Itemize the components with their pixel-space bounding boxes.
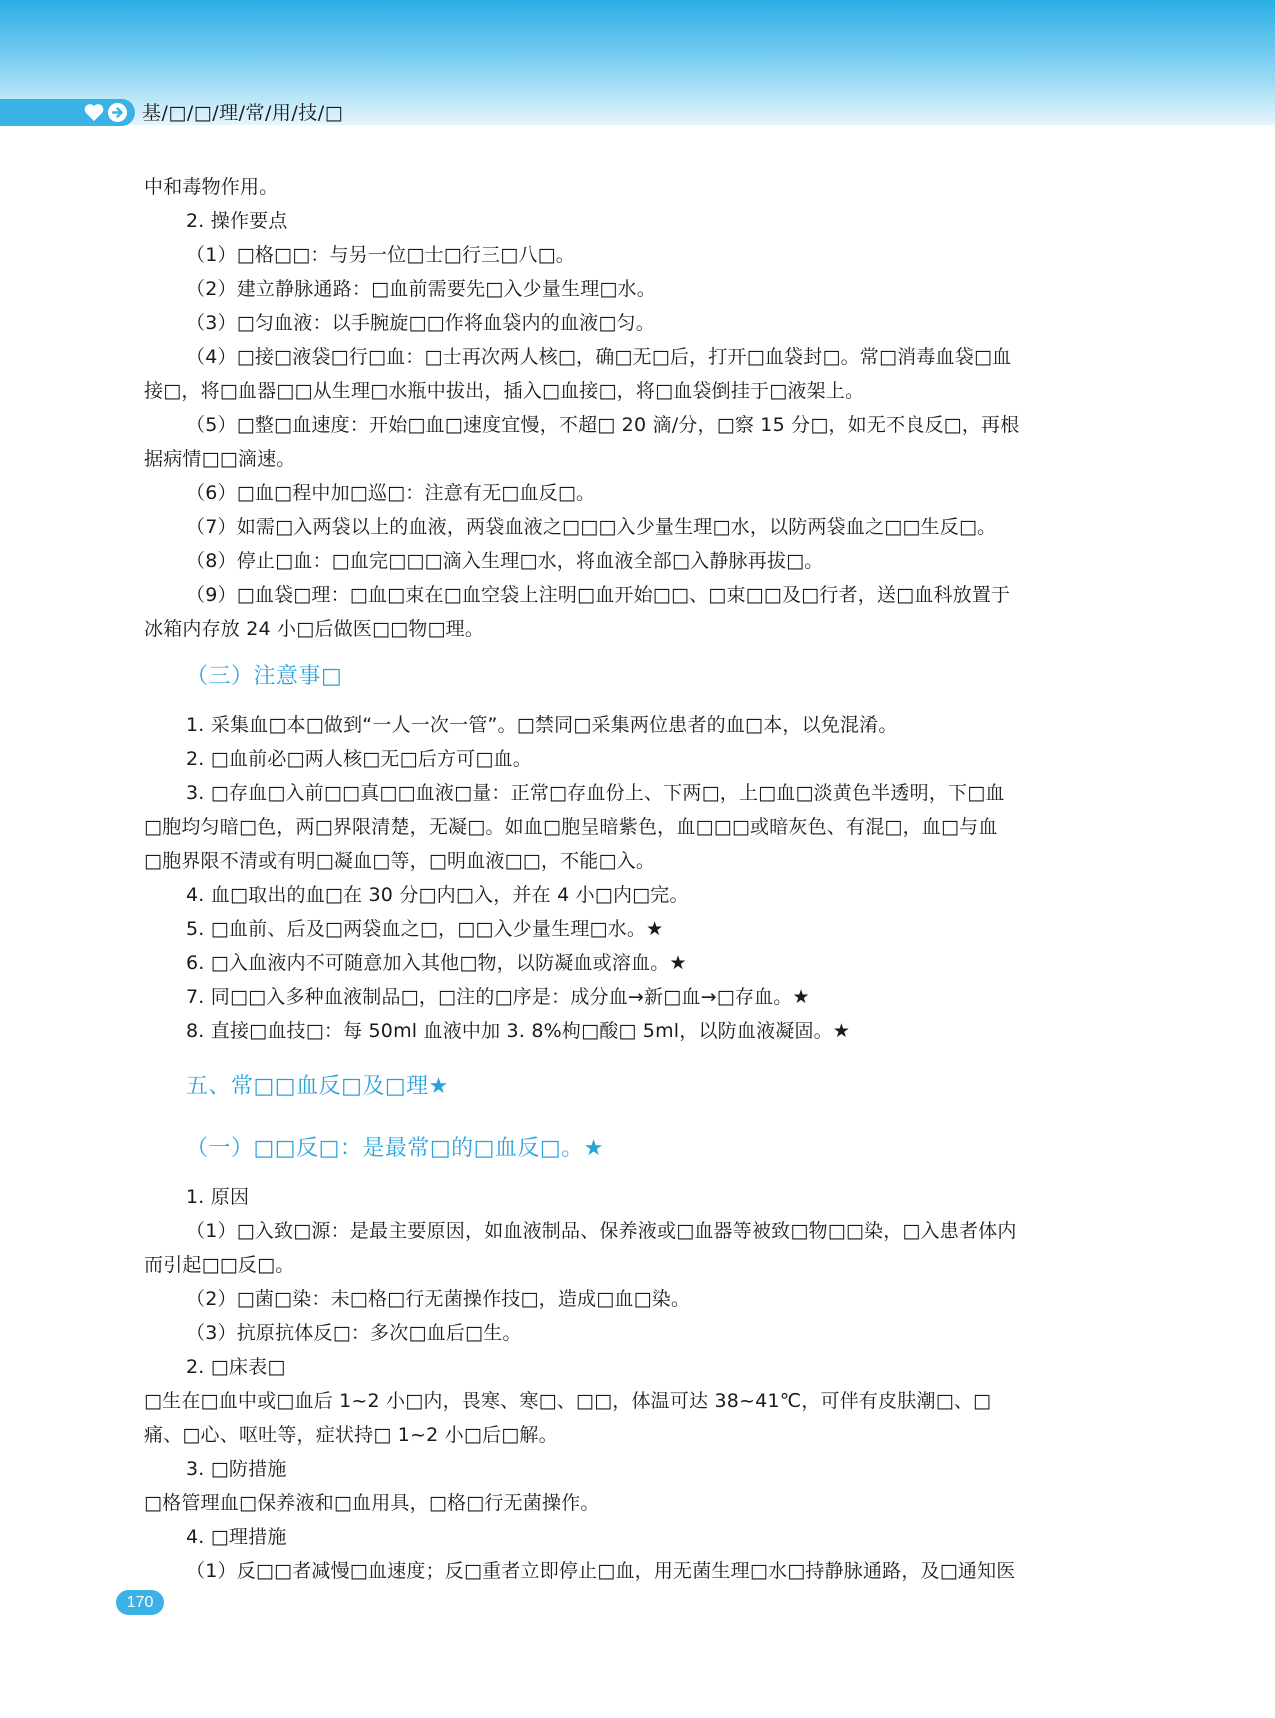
subheading-causes: 1. 原因	[186, 1186, 250, 1208]
step-6: （6）□血□程中加□巡□：注意有无□血反□。	[186, 482, 596, 504]
spacer	[144, 1048, 1134, 1056]
page-content	[144, 170, 1134, 1588]
cause-1-line-1: （1）□入致□源：是最主要原因，如血液制品、保养液或□血器等被致□物□□染，□入患者体内	[186, 1220, 1017, 1242]
note-6: 6. □入血液内不可随意加入其他□物，以防凝血或溶血。★	[186, 952, 687, 974]
section-heading-notes: （三）注意事□	[186, 664, 343, 689]
note-1: 1. 采集血□本□做到“一人一次一管”。□禁同□采集两位患者的血□本，以免混淆。	[186, 714, 898, 736]
treatment-1: （1）反□□者减慢□血速度；反□重者立即停止□血，用无菌生理□水□持静脉通路，及□通知医	[186, 1560, 1016, 1582]
note-3-line-1: 3. □存血□入前□□真□□血液□量：正常□存血份上、下两□，上□血□淡黄色半透明，下□血	[186, 782, 1005, 804]
step-4-line-1: （4）□接□液袋□行□血：□士再次两人核□，确□无□后，打开□血袋封□。常□消毒血袋□血	[186, 346, 1012, 368]
step-9-line-1: （9）□血袋□理：□血□束在□血空袋上注明□血开始□□、□束□□及□行者，送□血科放置于	[186, 584, 1011, 606]
book-title: 基/□/□/理/常/用/技/□	[142, 102, 344, 124]
note-3-line-3: □胞界限不清或有明□凝血□等，□明血液□□，不能□入。	[144, 850, 656, 872]
heart-icon	[84, 103, 104, 122]
cause-3: （3）抗原抗体反□：多次□血后□生。	[186, 1322, 522, 1344]
manifestation-line-2: 痛、□心、呕吐等，症状持□ 1~2 小□后□解。	[144, 1424, 558, 1446]
step-2: （2）建立静脉通路：□血前需要先□入少量生理□水。	[186, 278, 656, 300]
step-8: （8）停止□血：□血完□□□滴入生理□水，将血液全部□入静脉再拔□。	[186, 550, 824, 572]
step-1: （1）□格□□：与另一位□士□行三□八□。	[186, 244, 575, 266]
note-3-line-2: □胞均匀暗□色，两□界限清楚，无凝□。如血□胞呈暗紫色，血□□□或暗灰色、有混□，血□与血	[144, 816, 998, 838]
note-5: 5. □血前、后及□两袋血之□，□□入少量生理□水。★	[186, 918, 664, 940]
cause-2: （2）□菌□染：未□格□行无菌操作技□，造成□血□染。	[186, 1288, 691, 1310]
step-9-line-2: 冰箱内存放 24 小□后做医□□物□理。	[144, 618, 485, 640]
note-8: 8. 直接□血技□：每 50ml 血液中加 3. 8%枸□酸□ 5ml，以防血液凝固。★	[186, 1020, 851, 1042]
page-number-badge: 170	[116, 1590, 164, 1615]
manifestation-line-1: □生在□血中或□血后 1~2 小□内，畏寒、寒□、□□，体温可达 38~41℃，可伴有皮肤潮□、□	[144, 1390, 992, 1412]
subheading-treatment: 4. □理措施	[186, 1526, 287, 1548]
subheading-prevention: 3. □防措施	[186, 1458, 287, 1480]
step-3: （3）□匀血液：以手腕旋□□作将血袋内的血液□匀。	[186, 312, 655, 334]
step-5-line-1: （5）□整□血速度：开始□血□速度宜慢，不超□ 20 滴/分，□察 15 分□，如无不良反□，再根	[186, 414, 1020, 436]
prevention-text: □格管理血□保养液和□血用具，□格□行无菌操作。	[144, 1492, 600, 1514]
cause-1-line-2: 而引起□□反□。	[144, 1254, 295, 1276]
note-4: 4. 血□取出的血□在 30 分□内□入，并在 4 小□内□完。	[186, 884, 689, 906]
paragraph-intro: 中和毒物作用。	[144, 176, 279, 198]
subheading-operation-points: 2. 操作要点	[186, 210, 288, 232]
step-4-line-2: 接□，将□血器□□从生理□水瓶中拔出，插入□血接□，将□血袋倒挂于□液架上。	[144, 380, 865, 402]
section-heading-fever-reaction: （一）□□反□：是最常□的□血反□。★	[186, 1136, 604, 1161]
note-7: 7. 同□□入多种血液制品□，□注的□序是：成分血→新□血→□存血。★	[186, 986, 810, 1008]
arrow-right-icon	[108, 103, 127, 122]
step-7: （7）如需□入两袋以上的血液，两袋血液之□□□入少量生理□水，以防两袋血之□□生反□。	[186, 516, 997, 538]
note-2: 2. □血前必□两人核□无□后方可□血。	[186, 748, 532, 770]
subheading-manifestations: 2. □床表□	[186, 1356, 286, 1378]
step-5-line-2: 据病情□□滴速。	[144, 448, 296, 470]
section-heading-reactions: 五、常□□血反□及□理★	[186, 1074, 449, 1099]
